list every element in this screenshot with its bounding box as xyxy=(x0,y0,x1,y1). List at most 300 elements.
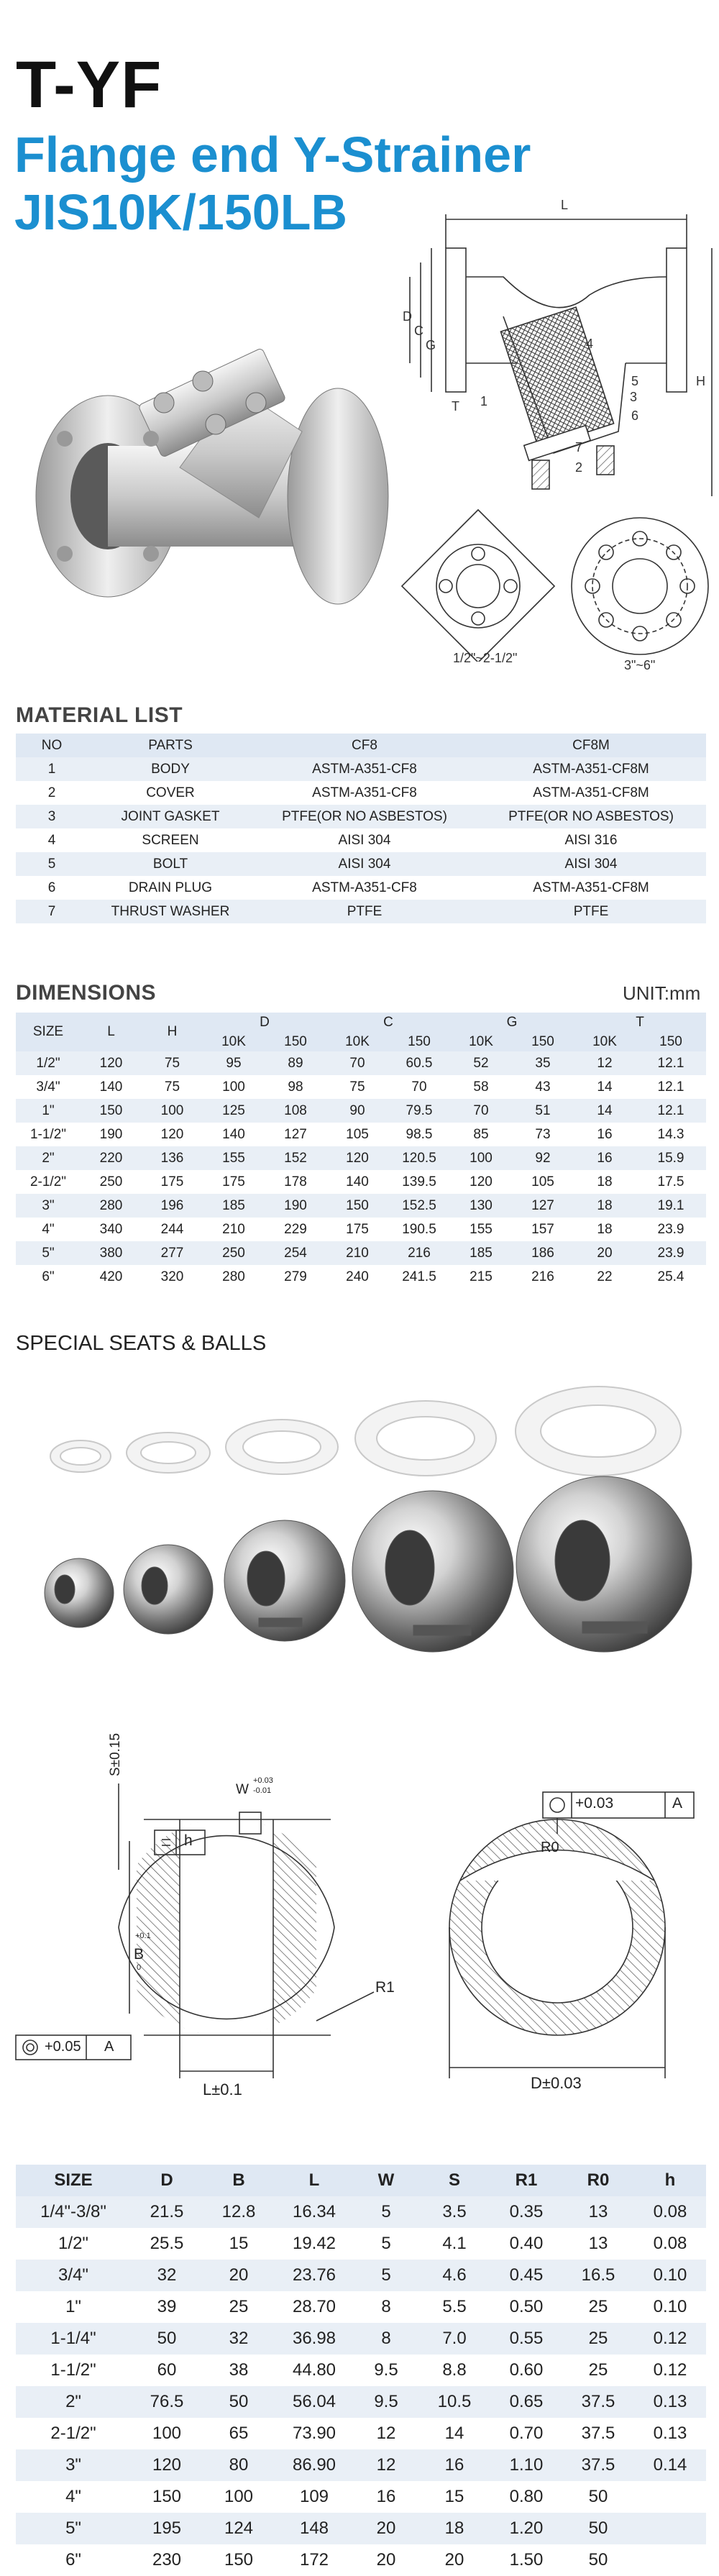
col-l: L xyxy=(107,1024,115,1039)
callout-4: 4 xyxy=(586,337,594,351)
table-cell: 85 xyxy=(473,1126,489,1142)
table-cell: 75 xyxy=(349,1079,365,1095)
table-row xyxy=(16,1075,706,1099)
table-cell: 172 xyxy=(299,2550,329,2570)
table-cell: 3/4" xyxy=(58,2265,88,2285)
table-cell: 25 xyxy=(229,2297,249,2316)
ball-col-l: L xyxy=(308,2170,320,2190)
table-cell: 100 xyxy=(222,1079,245,1095)
table-cell: 136 xyxy=(160,1150,184,1166)
table-cell xyxy=(634,2481,706,2513)
table-row xyxy=(16,2544,706,2576)
table-cell: 3.5 xyxy=(442,2202,467,2221)
table-row xyxy=(16,1265,706,1289)
table-cell: 5 xyxy=(47,856,56,872)
callout-1: 1 xyxy=(480,394,488,408)
table-cell: 2-1/2" xyxy=(29,1174,67,1189)
table-row xyxy=(16,2513,706,2544)
table-cell: 280 xyxy=(222,1269,245,1284)
table-cell: 0.50 xyxy=(509,2297,544,2316)
table-cell: 1" xyxy=(65,2297,81,2316)
table-cell: 50 xyxy=(588,2550,608,2570)
table-cell: 1.10 xyxy=(509,2455,544,2475)
table-cell: 220 xyxy=(99,1150,123,1166)
table-cell: 56.04 xyxy=(292,2392,336,2411)
table-cell: 190.5 xyxy=(402,1221,436,1237)
table-cell: 6 xyxy=(47,880,56,895)
label-b-plus: +0.1 xyxy=(135,1932,151,1940)
table-cell: ASTM-A351-CF8M xyxy=(533,761,649,777)
table-cell: 5" xyxy=(42,1245,55,1261)
table-cell: 8 xyxy=(381,2297,391,2316)
table-row xyxy=(16,876,706,900)
table-cell: 79.5 xyxy=(406,1102,433,1118)
table-cell: 140 xyxy=(222,1126,245,1142)
table-cell: 16.34 xyxy=(292,2202,336,2221)
table-row xyxy=(16,1194,706,1218)
table-cell: 6" xyxy=(65,2550,81,2570)
callout-d: D xyxy=(403,309,412,324)
label-d-tol: D±0.03 xyxy=(531,2074,582,2092)
table-cell: 210 xyxy=(222,1221,245,1237)
table-cell: 3" xyxy=(65,2455,81,2475)
table-cell: 19.42 xyxy=(292,2234,336,2253)
table-cell: 0.60 xyxy=(509,2360,544,2380)
table-cell: COVER xyxy=(146,785,195,800)
table-cell: 32 xyxy=(229,2329,249,2348)
table-cell: 0.12 xyxy=(653,2329,687,2348)
table-cell: 60 xyxy=(157,2360,177,2380)
table-cell: 86.90 xyxy=(292,2455,336,2475)
table-row xyxy=(16,2196,706,2228)
table-cell: 0.14 xyxy=(653,2455,687,2475)
table-row xyxy=(16,1123,706,1146)
table-cell: 7.0 xyxy=(442,2329,467,2348)
ball-rows xyxy=(16,2196,706,2576)
table-cell: 105 xyxy=(346,1126,369,1142)
table-cell: 0.10 xyxy=(653,2297,687,2316)
table-cell: 0.40 xyxy=(509,2234,544,2253)
table-cell: 90 xyxy=(349,1102,365,1118)
table-cell: 20 xyxy=(444,2550,464,2570)
table-cell: 70 xyxy=(473,1102,489,1118)
callout-g: G xyxy=(426,338,436,352)
table-cell: 16.5 xyxy=(581,2265,615,2285)
table-cell: 16 xyxy=(597,1150,613,1166)
table-row xyxy=(16,2291,706,2323)
table-cell: 50 xyxy=(588,2518,608,2538)
table-cell: 150 xyxy=(224,2550,254,2570)
table-cell: 14.3 xyxy=(657,1126,684,1142)
product-title: Flange end Y-Strainer xyxy=(14,127,531,183)
table-cell: 20 xyxy=(376,2550,396,2570)
table-row xyxy=(16,2323,706,2355)
table-cell: 120.5 xyxy=(402,1150,436,1166)
table-cell: 50 xyxy=(157,2329,177,2348)
dimensions-table-wrap xyxy=(16,1013,706,1289)
table-cell: 1-1/2" xyxy=(50,2360,96,2380)
table-cell: 18 xyxy=(444,2518,464,2538)
table-cell: 250 xyxy=(99,1174,123,1189)
sub-d-150: 150 xyxy=(284,1034,307,1049)
table-cell: 21.5 xyxy=(150,2202,184,2221)
table-cell: 3/4" xyxy=(36,1079,60,1095)
table-cell: 23.9 xyxy=(657,1221,684,1237)
col-cf8m: CF8M xyxy=(572,737,610,753)
table-cell: 37.5 xyxy=(581,2392,615,2411)
table-row xyxy=(16,757,706,781)
table-cell: ASTM-A351-CF8M xyxy=(533,785,649,800)
table-cell: 130 xyxy=(470,1197,493,1213)
table-cell: 140 xyxy=(99,1079,123,1095)
table-cell: 12.1 xyxy=(657,1079,684,1095)
material-header-row xyxy=(16,734,706,757)
table-cell: 1-1/4" xyxy=(50,2329,96,2348)
table-cell: 5 xyxy=(381,2202,391,2221)
table-cell: 15.9 xyxy=(657,1150,684,1166)
size-caption-large: 3"~6" xyxy=(624,658,656,672)
callout-3: 3 xyxy=(630,390,638,404)
table-cell: 1/2" xyxy=(36,1055,60,1071)
table-cell: 150 xyxy=(99,1102,123,1118)
callout-6: 6 xyxy=(631,408,639,423)
table-cell: 0.55 xyxy=(509,2329,544,2348)
table-cell: 120 xyxy=(346,1150,369,1166)
table-cell: ASTM-A351-CF8 xyxy=(312,785,417,800)
table-cell: 89 xyxy=(288,1055,303,1071)
table-cell: 13 xyxy=(588,2202,608,2221)
table-cell: 25.4 xyxy=(657,1269,684,1284)
table-cell: 75 xyxy=(164,1055,180,1071)
table-cell: 9.5 xyxy=(374,2360,398,2380)
table-cell: 12 xyxy=(597,1055,613,1071)
table-cell: AISI 304 xyxy=(338,856,391,872)
table-cell: 3" xyxy=(42,1197,55,1213)
table-cell: 4" xyxy=(42,1221,55,1237)
table-cell xyxy=(634,2544,706,2576)
table-cell: 18 xyxy=(597,1174,613,1189)
label-b-zero: 0 xyxy=(137,1963,142,1972)
table-cell: 50 xyxy=(588,2487,608,2506)
table-cell: 152.5 xyxy=(402,1197,436,1213)
table-cell: 155 xyxy=(470,1221,493,1237)
table-cell: 125 xyxy=(222,1102,245,1118)
table-cell: 127 xyxy=(531,1197,554,1213)
table-cell: 32 xyxy=(157,2265,177,2285)
table-cell: 340 xyxy=(99,1221,123,1237)
table-cell: 277 xyxy=(160,1245,184,1261)
sub-g-150: 150 xyxy=(531,1034,554,1049)
table-cell: 175 xyxy=(222,1174,245,1189)
table-cell: 120 xyxy=(152,2455,182,2475)
table-cell: AISI 304 xyxy=(564,856,618,872)
label-circ-tol: +0.03 xyxy=(575,1795,614,1812)
table-row xyxy=(16,1099,706,1123)
table-cell: PTFE(OR NO ASBESTOS) xyxy=(508,808,674,824)
table-cell: 23.9 xyxy=(657,1245,684,1261)
table-cell: 2" xyxy=(42,1150,55,1166)
table-cell: 1 xyxy=(47,761,56,777)
table-cell: 186 xyxy=(531,1245,554,1261)
table-row xyxy=(16,1218,706,1241)
table-cell: 8 xyxy=(381,2329,391,2348)
material-list-title: MATERIAL LIST xyxy=(16,703,183,727)
table-cell: 254 xyxy=(284,1245,307,1261)
table-cell: 120 xyxy=(470,1174,493,1189)
standard-title: JIS10K/150LB xyxy=(14,184,348,240)
table-cell: DRAIN PLUG xyxy=(128,880,213,895)
table-cell: 20 xyxy=(229,2265,249,2285)
table-cell: ASTM-A351-CF8 xyxy=(312,761,417,777)
table-cell: 0.13 xyxy=(653,2392,687,2411)
ball-side-view xyxy=(16,1783,374,2078)
table-cell: 195 xyxy=(152,2518,182,2538)
table-cell: 4.6 xyxy=(442,2265,467,2285)
table-cell: 20 xyxy=(376,2518,396,2538)
label-s-tol: S±0.15 xyxy=(108,1732,123,1776)
table-cell: 3 xyxy=(47,808,56,824)
table-cell: 4.1 xyxy=(442,2234,467,2253)
table-cell: 380 xyxy=(99,1245,123,1261)
callout-t: T xyxy=(452,399,459,414)
material-rows xyxy=(16,757,706,923)
sub-g-10k: 10K xyxy=(469,1034,493,1049)
col-no: NO xyxy=(41,737,63,753)
ball-col-d: D xyxy=(160,2170,173,2190)
dimensions-table xyxy=(16,1013,706,1289)
ball-col-r1: R1 xyxy=(515,2170,538,2190)
table-row xyxy=(16,781,706,805)
table-cell: 19.1 xyxy=(657,1197,684,1213)
label-b: B xyxy=(134,1946,145,1963)
label-conc-tol: +0.05 xyxy=(45,2039,81,2055)
table-row xyxy=(16,2355,706,2386)
table-cell: 95 xyxy=(226,1055,242,1071)
col-parts: PARTS xyxy=(148,737,193,753)
table-cell: 1.20 xyxy=(509,2518,544,2538)
table-cell: 98.5 xyxy=(406,1126,433,1142)
table-cell: 1.50 xyxy=(509,2550,544,2570)
table-cell: 108 xyxy=(284,1102,307,1118)
table-cell: 2 xyxy=(47,785,56,800)
ball-header-row xyxy=(16,2165,706,2196)
table-cell: 148 xyxy=(299,2518,329,2538)
table-cell: 0.70 xyxy=(509,2424,544,2443)
label-w-minus: -0.01 xyxy=(253,1786,272,1795)
sub-t-150: 150 xyxy=(659,1034,682,1049)
table-cell: 44.80 xyxy=(292,2360,336,2380)
table-cell: 4 xyxy=(47,832,56,848)
ball-table-wrap xyxy=(16,2165,706,2576)
table-cell: 15 xyxy=(229,2234,249,2253)
label-w: W xyxy=(236,1782,249,1797)
col-cf8: CF8 xyxy=(352,737,377,753)
table-row xyxy=(16,1146,706,1170)
cross-section-drawing xyxy=(402,214,712,662)
table-cell: 5 xyxy=(381,2234,391,2253)
ball-col-h: h xyxy=(664,2170,676,2190)
table-cell: 152 xyxy=(284,1150,307,1166)
table-cell: 65 xyxy=(229,2424,249,2443)
callout-5: 5 xyxy=(631,374,639,388)
table-cell: 0.08 xyxy=(653,2234,687,2253)
table-cell: 0.65 xyxy=(509,2392,544,2411)
ball-col-r0: R0 xyxy=(587,2170,610,2190)
table-cell: 73 xyxy=(535,1126,551,1142)
table-cell: AISI 304 xyxy=(338,832,391,848)
table-cell: 25.5 xyxy=(150,2234,184,2253)
table-cell: 124 xyxy=(224,2518,254,2538)
table-row xyxy=(16,1241,706,1265)
table-cell: 4" xyxy=(65,2487,81,2506)
col-t: T xyxy=(636,1015,644,1030)
dimensions-title: DIMENSIONS xyxy=(16,981,157,1005)
table-cell: 37.5 xyxy=(581,2424,615,2443)
table-cell: 175 xyxy=(346,1221,369,1237)
label-l-tol: L±0.1 xyxy=(203,2081,242,2098)
table-row xyxy=(16,2386,706,2418)
dim-header-row-1 xyxy=(16,1013,706,1033)
table-cell: 12.8 xyxy=(221,2202,256,2221)
table-cell: 70 xyxy=(349,1055,365,1071)
table-cell: 0.10 xyxy=(653,2265,687,2285)
strainer-photo xyxy=(36,348,388,604)
table-cell: 70 xyxy=(411,1079,427,1095)
table-cell: 100 xyxy=(152,2424,182,2443)
table-cell: 100 xyxy=(224,2487,254,2506)
table-row xyxy=(16,805,706,828)
table-cell: 12.1 xyxy=(657,1055,684,1071)
table-cell: JOINT GASKET xyxy=(121,808,220,824)
table-row xyxy=(16,2260,706,2291)
table-cell: 279 xyxy=(284,1269,307,1284)
table-cell: 0.35 xyxy=(509,2202,544,2221)
table-cell: 36.98 xyxy=(292,2329,336,2348)
table-cell: 2-1/2" xyxy=(50,2424,96,2443)
table-cell: 127 xyxy=(284,1126,307,1142)
table-cell: 157 xyxy=(531,1221,554,1237)
table-cell: 38 xyxy=(229,2360,249,2380)
table-cell: 185 xyxy=(222,1197,245,1213)
material-table-wrap xyxy=(16,734,706,923)
table-cell: 215 xyxy=(470,1269,493,1284)
table-cell: 50 xyxy=(229,2392,249,2411)
balls xyxy=(45,1476,692,1652)
table-cell xyxy=(634,2513,706,2544)
table-cell: 60.5 xyxy=(406,1055,433,1071)
table-cell: 43 xyxy=(535,1079,551,1095)
table-cell: 5" xyxy=(65,2518,81,2538)
ball-col-s: S xyxy=(448,2170,460,2190)
table-row xyxy=(16,828,706,852)
table-cell: 241.5 xyxy=(402,1269,436,1284)
sub-c-10k: 10K xyxy=(345,1034,370,1049)
callout-l: L xyxy=(561,198,569,212)
table-cell: 100 xyxy=(160,1102,184,1118)
table-cell: 39 xyxy=(157,2297,177,2316)
ball-dimensions-table xyxy=(16,2165,706,2576)
col-size: SIZE xyxy=(32,1024,64,1039)
table-cell: 120 xyxy=(160,1126,184,1142)
label-datum-a2: A xyxy=(672,1795,683,1812)
table-cell: 51 xyxy=(535,1102,551,1118)
table-row xyxy=(16,2449,706,2481)
table-row xyxy=(16,852,706,876)
table-cell: 1/2" xyxy=(58,2234,88,2253)
table-cell: 1-1/2" xyxy=(29,1126,67,1142)
table-cell: 14 xyxy=(597,1079,613,1095)
table-cell: 58 xyxy=(473,1079,489,1095)
table-row xyxy=(16,2418,706,2449)
table-cell: 13 xyxy=(588,2234,608,2253)
size-caption-small: 1/2"~2-1/2" xyxy=(453,651,518,665)
table-cell: 6" xyxy=(42,1269,55,1284)
seat-rings xyxy=(50,1387,681,1476)
table-cell: 35 xyxy=(535,1055,551,1071)
table-cell: 14 xyxy=(444,2424,464,2443)
table-cell: 23.76 xyxy=(292,2265,336,2285)
table-cell: 75 xyxy=(164,1079,180,1095)
table-row xyxy=(16,2228,706,2260)
table-cell: 216 xyxy=(531,1269,554,1284)
col-c: C xyxy=(383,1015,393,1030)
table-cell: ASTM-A351-CF8 xyxy=(312,880,417,895)
table-cell: 25 xyxy=(588,2360,608,2380)
table-cell: 28.70 xyxy=(292,2297,336,2316)
table-cell: 196 xyxy=(160,1197,184,1213)
label-datum-a: A xyxy=(104,2039,114,2055)
table-cell: 280 xyxy=(99,1197,123,1213)
table-cell: 150 xyxy=(346,1197,369,1213)
table-cell: 109 xyxy=(299,2487,329,2506)
dimensions-rows xyxy=(16,1051,706,1289)
table-cell: 16 xyxy=(376,2487,396,2506)
table-cell: 7 xyxy=(47,903,56,919)
table-cell: 420 xyxy=(99,1269,123,1284)
sub-c-150: 150 xyxy=(408,1034,431,1049)
table-cell: BODY xyxy=(151,761,190,777)
table-cell: 1/4"-3/8" xyxy=(40,2202,106,2221)
callout-2: 2 xyxy=(575,460,583,475)
table-cell: 18 xyxy=(597,1197,613,1213)
table-row xyxy=(16,2481,706,2513)
table-cell: 139.5 xyxy=(402,1174,436,1189)
label-w-plus: +0.03 xyxy=(253,1776,273,1785)
table-cell: ASTM-A351-CF8M xyxy=(533,880,649,895)
table-cell: 155 xyxy=(222,1150,245,1166)
table-cell: 25 xyxy=(588,2297,608,2316)
label-r0: R0 xyxy=(541,1840,559,1855)
table-cell: 18 xyxy=(597,1221,613,1237)
table-cell: PTFE xyxy=(347,903,383,919)
table-cell: 17.5 xyxy=(657,1174,684,1189)
table-cell: 22 xyxy=(597,1269,613,1284)
table-cell: 1" xyxy=(42,1102,55,1118)
table-cell: 240 xyxy=(346,1269,369,1284)
table-cell: 15 xyxy=(444,2487,464,2506)
table-cell: PTFE xyxy=(573,903,609,919)
ball-col-b: B xyxy=(232,2170,245,2190)
table-cell: 0.12 xyxy=(653,2360,687,2380)
table-cell: 14 xyxy=(597,1102,613,1118)
table-cell: 52 xyxy=(473,1055,489,1071)
table-cell: BOLT xyxy=(152,856,188,872)
table-cell: 120 xyxy=(99,1055,123,1071)
table-cell: 12 xyxy=(376,2424,396,2443)
table-cell: 12.1 xyxy=(657,1102,684,1118)
table-cell: 190 xyxy=(99,1126,123,1142)
model-title: T-YF xyxy=(16,48,162,122)
